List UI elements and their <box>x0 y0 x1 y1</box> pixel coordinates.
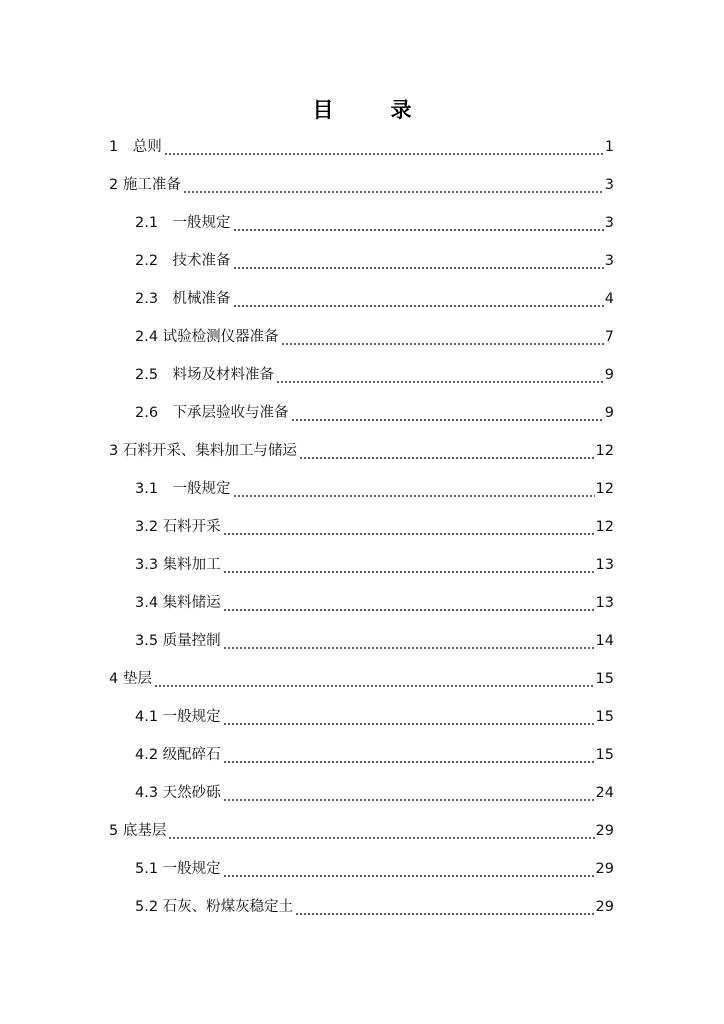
toc-entry[interactable] <box>135 745 614 765</box>
toc-dot-leader <box>164 137 604 157</box>
toc-entry-page-number: 29 <box>595 823 614 839</box>
toc-dot-leader <box>233 251 604 271</box>
toc-dot-leader <box>299 441 595 461</box>
toc-entry[interactable] <box>135 327 614 347</box>
toc-dot-leader <box>168 821 594 841</box>
toc-entry-label: 2.4 试验检测仪器准备 <box>135 329 279 345</box>
toc-entry[interactable] <box>135 213 614 233</box>
toc-dot-leader <box>154 669 595 689</box>
toc-entry-label: 4.1 一般规定 <box>135 709 221 725</box>
toc-dot-leader <box>276 365 604 385</box>
toc-entry-page-number: 29 <box>595 861 614 877</box>
toc-entry-page-number: 3 <box>604 177 614 193</box>
toc-entry[interactable] <box>135 479 614 499</box>
toc-entry[interactable] <box>135 631 614 651</box>
toc-entry-page-number: 13 <box>595 557 614 573</box>
toc-entry-page-number: 7 <box>604 329 614 345</box>
toc-entry-label: 3.5 质量控制 <box>135 633 221 649</box>
toc-entry[interactable] <box>135 289 614 309</box>
toc-dot-leader <box>233 289 604 309</box>
toc-entry-page-number: 14 <box>595 633 614 649</box>
toc-entry-page-number: 9 <box>604 367 614 383</box>
toc-dot-leader <box>223 555 595 575</box>
toc-entry-label: 3 石料开采、集料加工与储运 <box>109 443 297 459</box>
toc-entry-page-number: 1 <box>604 139 614 155</box>
toc-dot-leader <box>223 517 595 537</box>
toc-entry-label: 5 底基层 <box>109 823 167 839</box>
toc-entry-page-number: 12 <box>595 443 614 459</box>
toc-entry[interactable] <box>135 707 614 727</box>
toc-entry-page-number: 15 <box>595 709 614 725</box>
toc-entry[interactable] <box>109 137 614 157</box>
toc-entry-label: 4.3 天然砂砾 <box>135 785 221 801</box>
toc-dot-leader <box>291 403 604 423</box>
toc-entry[interactable] <box>109 441 614 461</box>
toc-dot-leader <box>183 175 604 195</box>
toc-dot-leader <box>223 593 595 613</box>
toc-dot-leader <box>223 631 595 651</box>
toc-entry-page-number: 29 <box>595 899 614 915</box>
toc-entry[interactable] <box>109 669 614 689</box>
toc-entry-page-number: 12 <box>595 481 614 497</box>
toc-entry-label: 2.5 料场及材料准备 <box>135 367 275 383</box>
toc-entry-page-number: 24 <box>595 785 614 801</box>
toc-entry-label: 1 总则 <box>109 139 162 155</box>
toc-entry-label: 4.2 级配碎石 <box>135 747 221 763</box>
toc-entry[interactable] <box>135 403 614 423</box>
toc-entry-label: 3.2 石料开采 <box>135 519 221 535</box>
toc-dot-leader <box>223 783 595 803</box>
toc-entry-page-number: 13 <box>595 595 614 611</box>
toc-entry[interactable] <box>109 175 614 195</box>
toc-entry[interactable] <box>135 897 614 917</box>
toc-entry-page-number: 3 <box>604 253 614 269</box>
toc-dot-leader <box>233 479 595 499</box>
toc-entry-label: 2 施工准备 <box>109 177 181 193</box>
toc-entry[interactable] <box>135 859 614 879</box>
toc-entry[interactable] <box>135 593 614 613</box>
toc-entry[interactable] <box>135 251 614 271</box>
toc-entry-label: 3.4 集料储运 <box>135 595 221 611</box>
toc-dot-leader <box>223 859 595 879</box>
toc-dot-leader <box>295 897 594 917</box>
toc-entry-label: 3.3 集料加工 <box>135 557 221 573</box>
toc-entry[interactable] <box>135 365 614 385</box>
toc-entry-label: 2.6 下承层验收与准备 <box>135 405 289 421</box>
toc-entry-label: 2.3 机械准备 <box>135 291 231 307</box>
toc-entry-label: 4 垫层 <box>109 671 152 687</box>
toc-entry-page-number: 15 <box>595 671 614 687</box>
toc-dot-leader <box>223 745 595 765</box>
toc-dot-leader <box>281 327 604 347</box>
toc-entry-page-number: 15 <box>595 747 614 763</box>
toc-entry-label: 3.1 一般规定 <box>135 481 231 497</box>
toc-dot-leader <box>223 707 595 727</box>
toc-entry-page-number: 9 <box>604 405 614 421</box>
toc-dot-leader <box>233 213 604 233</box>
toc-entry-page-number: 12 <box>595 519 614 535</box>
toc-entry[interactable] <box>135 783 614 803</box>
toc-entry-label: 2.1 一般规定 <box>135 215 231 231</box>
toc-entry[interactable] <box>135 517 614 537</box>
toc-title: 目 录 <box>312 97 430 122</box>
toc-entry[interactable] <box>135 555 614 575</box>
toc-entry-page-number: 4 <box>604 291 614 307</box>
toc-entry-label: 2.2 技术准备 <box>135 253 231 269</box>
toc-entry-label: 5.2 石灰、粉煤灰稳定土 <box>135 899 294 915</box>
toc-entry[interactable] <box>109 821 614 841</box>
toc-entry-label: 5.1 一般规定 <box>135 861 221 877</box>
toc-entry-page-number: 3 <box>604 215 614 231</box>
